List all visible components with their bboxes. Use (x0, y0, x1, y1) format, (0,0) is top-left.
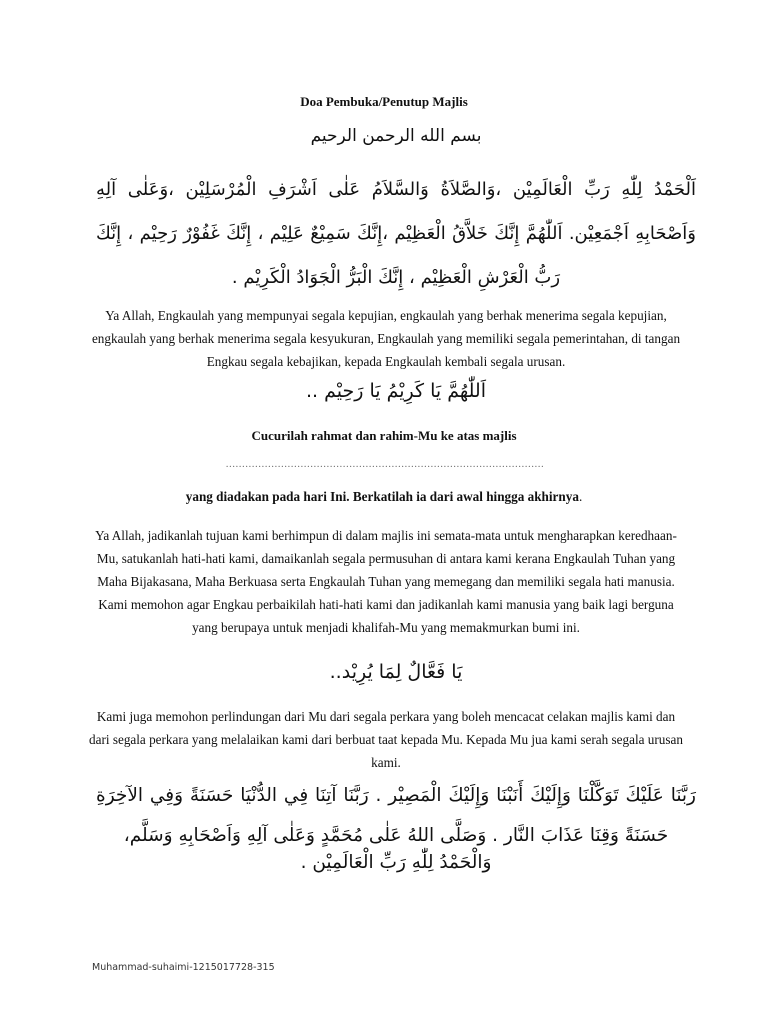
arabic-ya-allah: اَللّٰهُمَّ يَا كَرِيْمُ يَا رَحِيْم .. (306, 380, 486, 402)
basmala: بسم الله الرحمن الرحيم (310, 126, 482, 146)
diadakan-line (0, 489, 768, 505)
translation-paragraph-3: Kami juga memohon perlindungan dari Mu dari segala perkara yang boleh mencacat celakan majlis kami dan dari segala perkara yang melalaikan kami dari berbuat taat kepada Mu. Kepada Mu jua kami serah segala urusan kami. (89, 709, 683, 770)
arabic-final-line: وَالْحَمْدُ لِلّٰهِ رَبِّ الْعَالَمِيْن . (300, 852, 492, 873)
arabic-closing-prayer: رَبَّنَا عَلَيْكَ تَوَكَّلْنَا وَإِلَيْكَ أَنَبْنَا وَإِلَيْكَ الْمَصِيْر . رَبَّنَا آتِنَا فِي الدُّنْيَا حَسَنَةً وَفِي الآخِرَةِ حَسَنَةً وَقِنَا عَذَابَ النَّار . وَصَلَّى اللهُ عَلٰى مُحَمَّدٍ وَعَلٰى آلِهِ وَاَصْحَابِهِ وَسَلَّم، (96, 785, 696, 846)
footer-signature: Muhammad-suhaimi-1215017728-315 (92, 962, 275, 973)
document-title: Doa Pembuka/Penutup Majlis (300, 94, 468, 109)
diadakan-text: yang diadakan pada hari Ini. Berkatilah ia dari awal hingga akhirnya (185, 489, 579, 504)
translation-paragraph-1-text: Ya Allah, Engkaulah yang mempunyai segala kepujian, engkaulah yang berhak menerima segala kepujian, engkaulah yang berhak menerima segala kesyukuran, Engkaulah yang memiliki segala pemerintahan, di tangan Engkau segala kebajikan, kepada Engkaulah kembali segala urusan (91, 308, 681, 369)
cucurilah-heading: Cucurilah rahmat dan rahim-Mu ke atas majlis (251, 428, 517, 443)
translation-paragraph-2: Ya Allah, jadikanlah tujuan kami berhimpun di dalam majlis ini semata-mata untuk mengharapkan keredhaan-Mu, satukanlah hati-hati kami, damaikanlah segala permusuhan di antara kami kerana Engkaulah Tuhan yang Maha Bijakasana, Maha Berkuasa serta Engkaulah Tuhan yang memegang dan memiliki segala hati manusia. Kami memohon agar Engkau perbaikilah hati-hati kami dan jadikanlah kami manusia yang baik lagi berguna yang berupaya untuk menjadi khalifah-Mu yang memakmurkan bumi ini. (95, 528, 677, 635)
arabic-ya-faal: يَا فَعَّالٌ لِمَا يُرِيْد.. (329, 661, 463, 683)
translation-paragraph-1-end: . (561, 354, 566, 369)
diadakan-end: . (578, 489, 583, 504)
dotted-fill-line: .................................................................................................. (225, 458, 545, 470)
arabic-opening-prayer: اَلْحَمْدُ لِلّٰهِ رَبِّ الْعَالَمِيْن ،وَالصَّلاَةُ وَالسَّلاَمُ عَلٰى اَشْرَفِ الْمُرْسَلِيْن ،وَعَلٰى آلِهِ وَاَصْحَابِهِ اَجْمَعِيْن. اَللّٰهُمَّ إِنَّكَ خَلاَّقُ الْعَظِيْم ،إِنَّكَ سَمِيْعٌ عَلِيْم ، إِنَّكَ غَفُوْرٌ رَحِيْم ، إِنَّكَ رَبُّ الْعَرْشِ الْعَظِيْم ، إِنَّكَ الْبَرُّ الْجَوَادُ الْكَرِيْم . (96, 179, 696, 288)
translation-paragraph-1 (86, 304, 686, 373)
